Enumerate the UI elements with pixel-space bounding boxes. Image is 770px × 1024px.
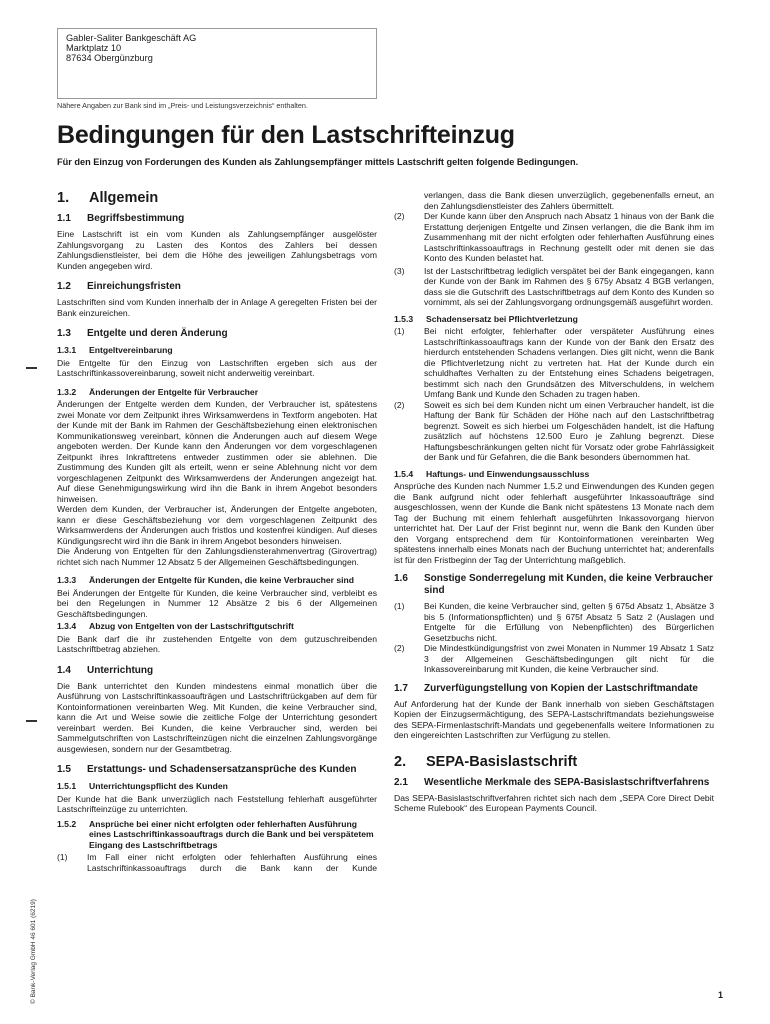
paragraph: Die Bank darf die ihr zustehenden Entgelte von dem gutzuschreibenden Lastschriftbetrag abziehen. <box>57 633 377 654</box>
subsection-heading: 1.2 Einreichungsfristen <box>57 281 181 292</box>
paragraph: Das SEPA-Basislastschriftverfahren richtet sich nach dem „SEPA Core Direct Debit Scheme Rulebook“ des European Payments Council. <box>394 792 714 813</box>
paragraph: Bei Änderungen der Entgelte für Kunden, die keine Verbraucher sind, verbleibt es bei den Regelungen in Nummer 12 Absätze 2 bis 6 der Allgemeinen Geschäftsbedingungen. <box>57 587 377 619</box>
subsection-heading: 1.1 Begriffsbestimmung <box>57 213 185 224</box>
subsubsection-heading: 1.5.1 Unterrichtungspflicht des Kunden <box>57 781 228 791</box>
subsection-heading: 1.4 Unterrichtung <box>57 664 154 676</box>
address-note: Nähere Angaben zur Bank sind im „Preis- und Leistungsverzeichnis“ enthalten. <box>57 101 308 110</box>
paragraph: Werden dem Kunden, der Verbraucher ist, Änderungen der Entgelte angeboten, kann er diese Geschäftsbeziehung vor dem vorgeschlagenen Zeitpunkt des Wirksamwerdens der Änderungen auch fristlos und kostenfrei kündigen. Auf dieses Kündigungsrecht wird ihn die Bank in ihrem Angebot besonders hinweisen. <box>57 504 377 546</box>
subsubsection-heading: 1.5.2 Ansprüche bei einer nicht erfolgten oder fehlerhaften Ausführung eines Lastschriftinkassoauftrags durch die Bank und bei verspätetem Eingang des Lastschriftbetrags <box>57 818 374 850</box>
paragraph: Der Kunde hat die Bank unverzüglich nach Feststellung fehlerhaft ausgeführter Lastschrifteinzüge zu unterrichten. <box>57 793 377 814</box>
bank-name: Gabler-Saliter Bankgeschäft AG <box>66 33 197 43</box>
paragraph: Ansprüche des Kunden nach Nummer 1.5.2 und Einwendungen des Kunden gegen die Bank aufgrund nicht oder fehlerhaft ausgeführter Inkassoaufträge sind ausgeschlossen, wenn der Kunde die Bank nicht spätestens 13 Monate nach dem Tag der Buchung mit einem fehlerhaft ausgeführten Inkassovorgang hiervon unterrichtet hat. Der Lauf der Frist beginnt nur, wenn die Bank den Kunden über den Vorgang entsprechend dem für Kontoinformationen vereinbarten Weg spätestens innerhalb eines Monats nach der Buchung unterrichtet hat; anderenfalls ist für den Fristbeginn der Tag der Unterrichtung maßgeblich. <box>394 481 714 565</box>
subsection-heading: 1.6 Sonstige Sonderregelung mit Kunden, die keine Verbraucher sind <box>394 573 713 596</box>
list-item: (1) Bei Kunden, die keine Verbraucher sind, gelten § 675d Absatz 1, Absätze 3 bis 5 (Informationspflichten) und § 675f Absatz 5 Satz 2 (Auslagen und Entgelte für die Erfüllung von Nebenpflichten) des Bürgerlichen Gesetzbuchs nicht. <box>394 601 714 643</box>
subsubsection-heading: 1.5.3 Schadensersatz bei Pflichtverletzung <box>394 313 578 324</box>
list-item: (2) Der Kunde kann über den Anspruch nach Absatz 1 hinaus von der Bank die Erstattung derjenigen Entgelte und Zinsen verlangen, die die Bank ihm im Zusammenhang mit der nicht erfolgten oder fehlerhaften Ausführung eines Lastschriftinkassoauftrags in Rechnung gestellt oder mit denen sie das Konto des Kunden belastet hat. <box>394 211 714 263</box>
copyright-note: © Bank-Verlag GmbH 46 601 (6219) <box>30 899 37 1004</box>
list-item: (2) Soweit es sich bei dem Kunden nicht um einen Verbraucher handelt, ist die Haftung der Bank für Schäden der Höhe nach auf den Lastschriftbetrag begrenzt. Soweit es sich hierbei um Folgeschäden handelt, ist die Haftung zusätzlich auf höchstens 12.500 Euro je Zahlung begrenzt. Diese Haftungsbeschränkungen gelten nicht für Vorsatz oder grobe Fahrlässigkeit der Bank und für Gefahren, die die Bank besonders übernommen hat. <box>394 399 714 462</box>
paragraph: Die Bank unterrichtet den Kunden mindestens einmal monatlich über die Ausführung von Lastschriftinkassoaufträgen und Lastschriftrückgaben auf dem für Kontoinformationen vereinbarten Weg. Mit Kunden, die keine Verbraucher sind, kann die Art und Weise sowie die zeitliche Folge der Unterrichtung gesondert vereinbart werden. Bei Kunden, die keine Verbraucher sind, werden bei Sammelgutschriften von Lastschrifteinzügen nicht die einzelnen Zahlungsvorgänge ausgewiesen, sondern nur der Gesamtbetrag. <box>57 680 377 754</box>
subsection-heading: 2.1 Wesentliche Merkmale des SEPA-Basislastschriftverfahrens <box>394 776 710 788</box>
subsubsection-heading: 1.3.3 Änderungen der Entgelte für Kunden, die keine Verbraucher sind <box>57 575 355 585</box>
paragraph: Die Entgelte für den Einzug von Lastschriften ergeben sich aus der Lastschriftinkassovereinbarung, soweit nicht anderweitig vereinbart. <box>57 357 377 378</box>
subsubsection-heading: 1.3.1 Entgeltvereinbarung <box>57 345 173 355</box>
bank-city: 87634 Obergünzburg <box>66 53 153 63</box>
section-heading: 1. Allgemein <box>57 190 159 206</box>
subsubsection-heading: 1.5.4 Haftungs- und Einwendungsausschluss <box>394 468 590 479</box>
subsection-heading: 1.3 Entgelte und deren Änderung <box>57 328 228 339</box>
paragraph: Änderungen der Entgelte werden dem Kunden, der Verbraucher ist, spätestens zwei Monate vor dem Zeitpunkt ihres Wirksamwerdens in Textform angeboten. Hat der Kunde mit der Bank im Rahmen der Geschäftsbeziehung einen elektronischen Kommunikationsweg vereinbart, können die Änderungen auch auf diesem Wege angeboten werden. Der Kunde kann den Änderungen vor dem vorgeschlagenen Zeitpunkt ihres Inkrafttretens entweder zustimmen oder sie ablehnen. Die Zustimmung des Kunden gilt als erteilt, wenn er seine Ablehnung nicht vor dem vorgeschlagenen Zeitpunkt des Wirksamwerdens der Änderungen angezeigt hat. Auf diese Genehmigungswirkung wird ihn die Bank in ihrem Angebot besonders hinweisen. <box>57 399 377 504</box>
page-subtitle: Für den Einzug von Forderungen des Kunden als Zahlungsempfänger mittels Lastschrift gelten folgende Bedingungen. <box>57 157 579 167</box>
subsubsection-heading: 1.3.2 Änderungen der Entgelte für Verbraucher <box>57 386 259 397</box>
paragraph: Auf Anforderung hat der Kunde der Bank innerhalb von sieben Geschäftstagen Kopien der Einzugsermächtigung, des SEPA-Lastschriftmandats beziehungsweise des SEPA-Firmenlastschrift-Mandats und gegebenenfalls weitere Informationen zu den eingereichten Lastschriften zur Verfügung zu stellen. <box>394 698 714 740</box>
fold-mark <box>26 367 37 369</box>
subsubsection-heading: 1.3.4 Abzug von Entgelten von der Lastschriftgutschrift <box>57 621 294 631</box>
bank-street: Marktplatz 10 <box>66 43 122 53</box>
section-heading: 2. SEPA-Basislastschrift <box>394 753 578 770</box>
right-column <box>394 190 714 1010</box>
paragraph: Lastschriften sind vom Kunden innerhalb der in Anlage A geregelten Fristen bei der Bank einzureichen. <box>57 297 377 318</box>
list-item: (1) Bei nicht erfolgter, fehlerhafter oder verspäteter Ausführung eines Lastschriftinkassoauftrags kann der Kunde von der Bank den Ersatz des hierdurch entstehenden Schadens verlangen. Dies gilt nicht, wenn die Bank die Pflichtverletzung nicht zu vertreten hat. Hat der Kunde durch ein schuldhaftes Verhalten zu der Entstehung eines Schadens beigetragen, bestimmt sich nach den Grundsätzen des Mitverschuldens, in welchem Umfang Bank und Kunde den Schaden zu tragen haben. <box>394 326 714 399</box>
subsection-heading: 1.7 Zurverfügungstellung von Kopien der Lastschriftmandate <box>394 682 698 694</box>
list-item: (3) Ist der Lastschriftbetrag lediglich verspätet bei der Bank eingegangen, kann der Kunde von der Bank im Rahmen des § 675y Absatz 4 BGB verlangen, dass sie die Gutschrift des Lastschriftbetrags auf dem Konto des Kunden so vornimmt, als sei der Zahlungsvorgang ordnungsgemäß ausgeführt worden. <box>394 265 714 307</box>
list-item-continued: verlangen, dass die Bank diesen unverzüglich, gegebenenfalls erneut, an den Zahlungsdienstleister des Zahlers übermittelt. <box>424 190 714 211</box>
left-column <box>57 189 377 1009</box>
fold-mark <box>26 720 37 722</box>
paragraph: Eine Lastschrift ist ein vom Kunden als Zahlungsempfänger ausgelöster Zahlungsvorgang zu Lasten des Kontos des Zahlers bei dessen Zahlungsdienstleister, bei dem die Höhe des jeweiligen Zahlungsbetrags vom Kunden angegeben wird. <box>57 229 377 271</box>
list-item: (1) Im Fall einer nicht erfolgten oder fehlerhaften Ausführung eines Lastschriftinkassoauftrags durch die Bank kann der Kunde <box>57 852 377 873</box>
paragraph: Die Änderung von Entgelten für den Zahlungsdiensterahmenvertrag (Girovertrag) richtet sich nach Nummer 12 Absatz 5 der Allgemeinen Geschäftsbedingungen. <box>57 546 377 567</box>
page-number: 1 <box>718 990 724 1000</box>
list-item: (2) Die Mindestkündigungsfrist von zwei Monaten in Nummer 19 Absatz 1 Satz 3 der Allgemeinen Geschäftsbedingungen gilt nicht für die Inkassovereinbarung mit Kunden, die keine Verbraucher sind. <box>394 643 714 674</box>
subsection-heading: 1.5 Erstattungs- und Schadensersatzansprüche des Kunden <box>57 764 357 775</box>
bank-address-box <box>57 28 377 99</box>
page-title: Bedingungen für den Lastschrifteinzug <box>57 121 515 149</box>
